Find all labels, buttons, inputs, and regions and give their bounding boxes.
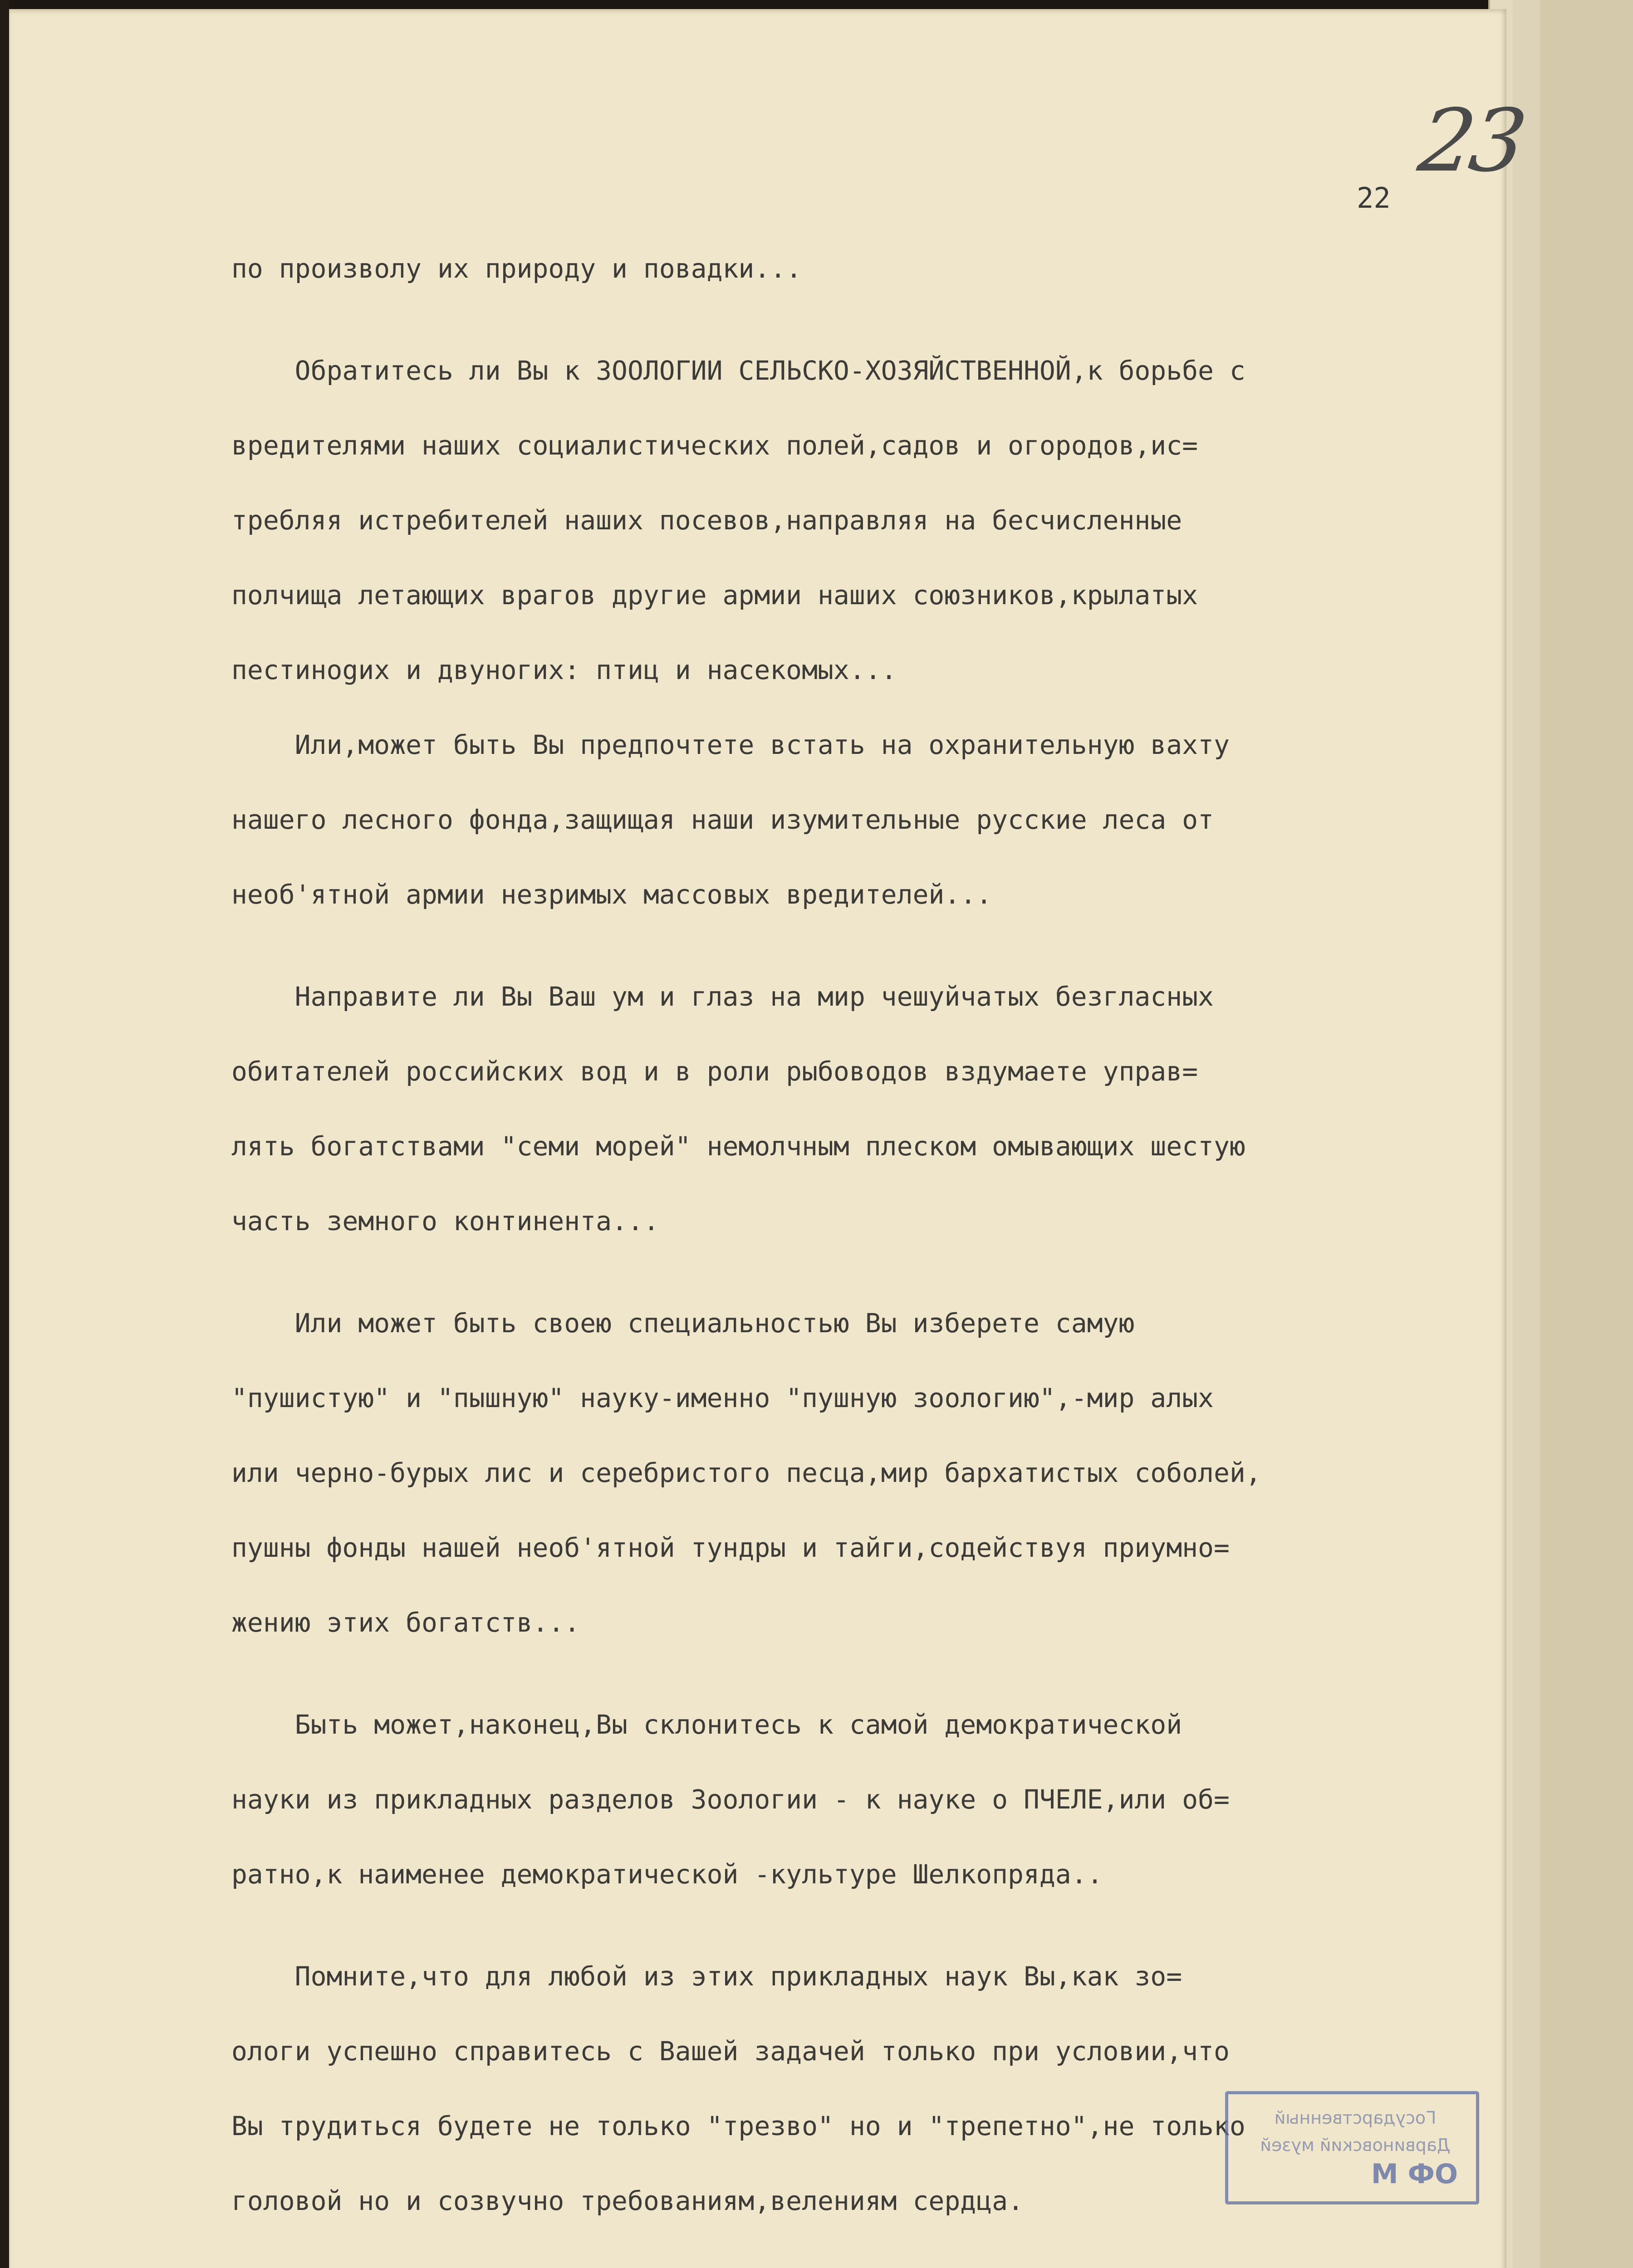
typewritten-body — [231, 231, 1475, 2268]
text-line: "пушистую" и "пышную" науку-именно "пушную зоологию",-мир алых — [231, 1383, 1214, 1413]
text-line: полчища летающих врагов другие армии наших союзников,крылатых — [231, 580, 1198, 611]
text-line: или черно-бурых лис и серебристого песца,мир бархатистых соболей, — [231, 1457, 1261, 1488]
text-line: обитателей российских вод и в роли рыбоводов вздумаете управ= — [231, 1056, 1198, 1087]
paragraph-gap — [231, 932, 1475, 959]
text-line: жению этих богатств... — [231, 1607, 580, 1638]
text-line: пестинogих и двуногих: птиц и насекомых... — [231, 655, 897, 685]
text-line: Вы трудиться будете не только "трезво" но и "трепетно",не только — [231, 2111, 1246, 2141]
text-line: Помните,что для любой из этих прикладных наук Вы,как зо= — [231, 1961, 1182, 1992]
text-line: часть земного континента... — [231, 1206, 659, 1237]
text-line: вредителями наших социалистических полей,садов и огородов,ис= — [231, 430, 1198, 461]
museum-stamp: Государственный Дарвиновский музей М ФО — [1225, 2091, 1479, 2204]
page-stack-edge — [1538, 0, 1633, 2268]
text-line: требляя истребителей наших посевов,направляя на бесчисленные — [231, 505, 1182, 536]
paragraph-gap — [231, 1259, 1475, 1286]
text-line: нашего лесного фонда,защищая наши изумительные русские леса от — [231, 804, 1214, 835]
text-line: по произволу их природу и повадки... — [231, 253, 802, 284]
handwritten-folio-number: 23 — [1413, 91, 1528, 191]
paragraph-gap — [231, 1660, 1475, 1687]
text-line — [231, 2266, 1475, 2268]
text-line: головой но и созвучно требованиям,велениям сердца. — [231, 2185, 1024, 2216]
text-line: ологи успешно справитесь с Вашей задачей только при условии,что — [231, 2036, 1230, 2067]
text-line: лять богатствами "семи морей" немолчным плеском омывающих шестую — [231, 1131, 1246, 1162]
paragraph-gap — [231, 306, 1475, 333]
text-line: Быть может,наконец,Вы склонитесь к самой демократической — [231, 1709, 1182, 1740]
text-line: Направите ли Вы Ваш ум и глаз на мир чешуйчатых безгласных — [231, 981, 1214, 1012]
text-line: науки из прикладных разделов Зоологии - к науке о ПЧЕЛЕ,или об= — [231, 1784, 1230, 1815]
paragraph-gap — [231, 2239, 1475, 2266]
text-line: Обратитесь ли Вы к ЗООЛОГИИ СЕЛЬСКО-ХОЗЯЙСТВЕННОЙ,к борьбе с — [231, 355, 1246, 386]
text-line: необ'ятной армии незримых массовых вредителей... — [231, 879, 992, 910]
text-line: Или может быть своею специальностью Вы изберете самую — [231, 1308, 1135, 1339]
text-line: ратно,к наименее демократической -культуре Шелкопряда.. — [231, 1859, 1103, 1890]
typed-page-number: 22 — [1357, 181, 1391, 215]
paragraph-gap — [231, 1912, 1475, 1939]
text-line: Или,может быть Вы предпочтете встать на охранительную вахту — [231, 729, 1230, 760]
previous-page-edge — [0, 0, 9, 2268]
page-stack-edge — [1511, 0, 1540, 2268]
text-line: пушны фонды нашей необ'ятной тундры и тайги,содействуя приумно= — [231, 1532, 1230, 1563]
typewritten-page — [9, 9, 1528, 2268]
